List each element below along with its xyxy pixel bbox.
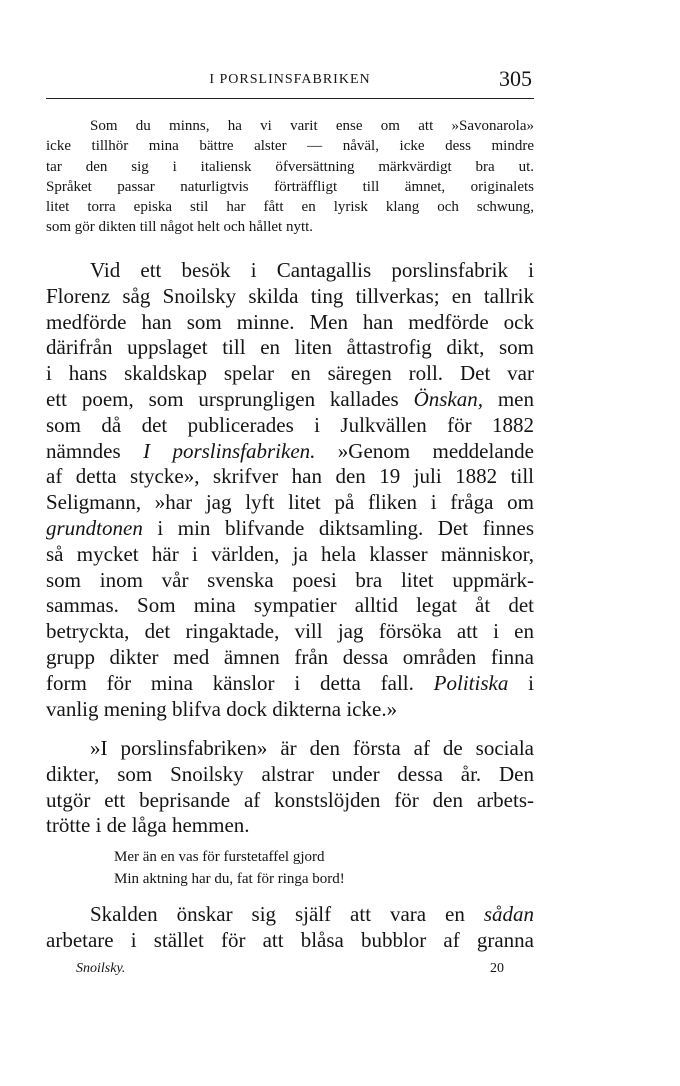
- text-line: sammas. Som mina sympatier alltid legat åt det: [46, 593, 534, 618]
- text-span: form för mina känslor i detta fall.: [46, 670, 434, 695]
- text-span: nämndes: [46, 438, 144, 463]
- text-line: utgör ett beprisande af konstslöjden för den arbets-: [46, 787, 534, 812]
- text-span: »Genom meddelande: [315, 438, 534, 463]
- text-span: ett poem, som ursprungligen kallades: [46, 386, 414, 411]
- text-line: som inom vår svenska poesi bra litet uppmärk-: [46, 567, 534, 592]
- text-line: så mycket här i världen, ja hela klasser människor,: [46, 541, 534, 566]
- text-line: som då det publicerades i Julkvällen för 1882: [46, 412, 534, 437]
- italic-word: grundtonen: [46, 515, 143, 540]
- text-line: betryckta, det ringaktade, vill jag försöka att i en: [46, 619, 534, 644]
- page-header: [46, 66, 534, 96]
- text-line: Seligmann, »har jag lyft litet på fliken i fråga om: [46, 490, 534, 515]
- quote-line: litet torra episka stil har fått en lyrisk klang och schwung,: [46, 199, 534, 216]
- quoted-letter-excerpt: [46, 116, 534, 238]
- header-rule: [46, 98, 534, 99]
- text-line: i hans skaldskap spelar en säregen roll. Det var: [46, 361, 534, 386]
- text-line: trötte i de låga hemmen.: [46, 813, 250, 838]
- text-line: »I porslinsfabriken» är den första af de sociala: [90, 736, 534, 760]
- italic-word: Politiska: [433, 670, 509, 695]
- text-span: men: [483, 386, 534, 411]
- text-span: i min blifvande diktsamling. Det finnes: [142, 515, 534, 540]
- quote-line: tar den sig i italiensk öfversättning märkvärdigt bra ut.: [46, 158, 534, 175]
- text-line: [46, 902, 534, 928]
- text-line: arbetare i stället för att blåsa bubblor af granna: [46, 927, 534, 952]
- quote-line: icke tillhör mina bättre alster — nåväl, icke dess mindre: [46, 138, 534, 155]
- text-line: [46, 516, 534, 542]
- text-line: [46, 439, 534, 465]
- verse-quotation: [114, 846, 494, 890]
- quote-line: Språket passar naturligtvis förträffligt till ämnet, originalets: [46, 178, 534, 195]
- sheet-number: 20: [490, 961, 504, 976]
- quote-line: som gör dikten till något helt och hållet nytt.: [46, 219, 314, 236]
- text-span: Skalden önskar sig själf att vara en: [90, 902, 484, 926]
- text-line: af detta stycke», skrifver han den 19 juli 1882 till: [46, 464, 534, 489]
- verse-line: Min aktning har du, fat för ringa bord!: [114, 871, 345, 887]
- signature-mark: Snoilsky.: [76, 961, 126, 976]
- text-line: Florenz såg Snoilsky skilda ting tillverkas; en tallrik: [46, 283, 534, 308]
- text-line: [46, 387, 534, 413]
- text-span: i: [508, 670, 534, 695]
- text-line: Vid ett besök i Cantagallis porslinsfabrik i: [90, 258, 534, 282]
- running-title: I PORSLINSFABRIKEN: [209, 72, 371, 87]
- paragraph-3: [46, 902, 534, 954]
- page-number: 305: [499, 66, 532, 91]
- verse-line: Mer än en vas för furstetaffel gjord: [114, 849, 325, 865]
- text-line: medförde han som minne. Men han medförde ock: [46, 309, 534, 334]
- text-line: [46, 671, 534, 697]
- italic-word: sådan: [483, 902, 534, 926]
- quote-line: Som du minns, ha vi varit ense om att »Savonarola»: [90, 118, 534, 134]
- paragraph-2: [46, 736, 534, 839]
- italic-title: Önskan,: [413, 386, 483, 411]
- text-line: grupp dikter med ämnen från dessa områden finna: [46, 644, 534, 669]
- text-line: därifrån uppslaget till en liten åttastrofig dikt, som: [46, 335, 534, 360]
- italic-title: I porslinsfabriken.: [143, 438, 316, 463]
- paragraph-1: [46, 258, 534, 722]
- text-line: dikter, som Snoilsky alstrar under dessa år. Den: [46, 761, 534, 786]
- text-line: vanlig mening blifva dock dikterna icke.»: [46, 696, 398, 721]
